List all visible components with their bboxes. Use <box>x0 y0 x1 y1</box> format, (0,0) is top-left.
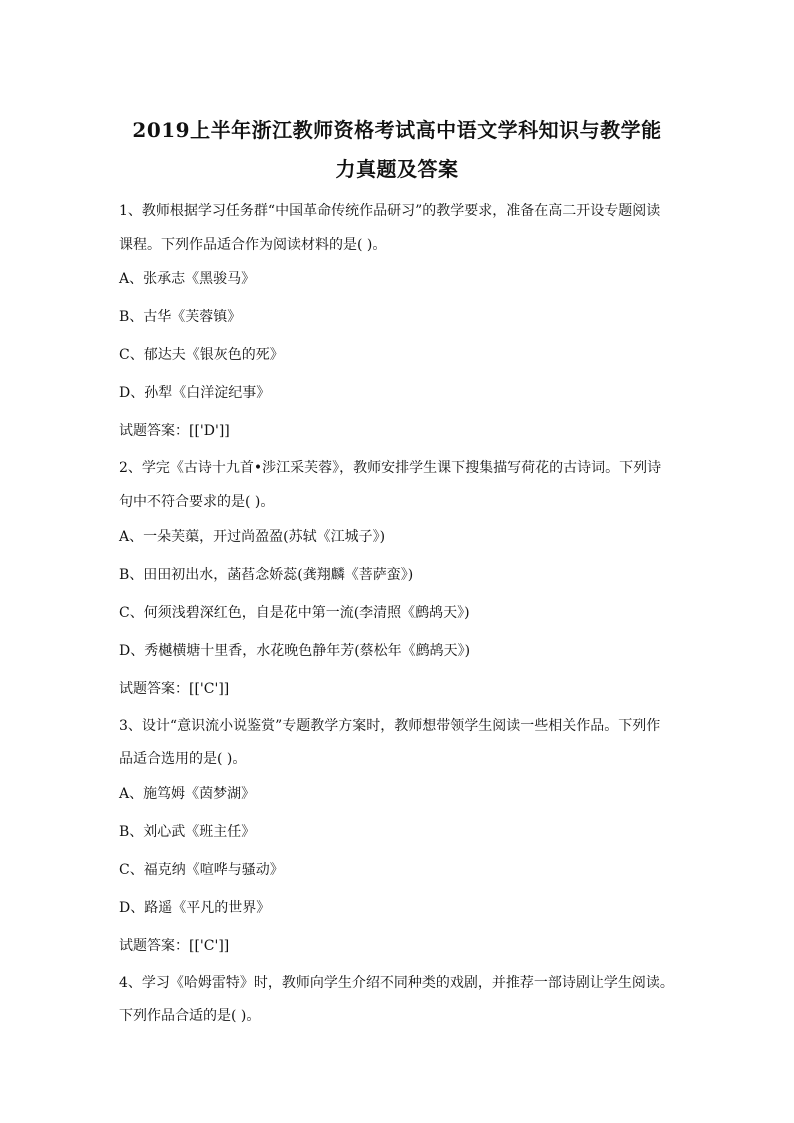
question-2-option-c: C、何须浅碧深红色，自是花中第一流(李清照《鹧鸪天》) <box>119 605 470 621</box>
question-4-stem-line-1: 4、学习《哈姆雷特》时，教师向学生介绍不同种类的戏剧，并推荐一部诗剧让学生阅读。 <box>119 975 674 991</box>
document-title-line-2: 力真题及答案 <box>335 157 459 181</box>
question-3-option-d: D、路遥《平凡的世界》 <box>119 900 271 916</box>
question-2-stem-line-2: 句中不符合要求的是( )。 <box>119 494 275 510</box>
question-1-option-a: A、张承志《黑骏马》 <box>119 271 256 287</box>
question-4-stem-line-2: 下列作品合适的是( )。 <box>119 1008 261 1024</box>
question-2-stem-line-1: 2、学完《古诗十九首•涉江采芙蓉》，教师安排学生课下搜集描写荷花的古诗词。下列诗 <box>119 460 662 476</box>
question-1-option-d: D、孙犁《白洋淀纪事》 <box>119 385 271 401</box>
question-1-option-c: C、郁达夫《银灰色的死》 <box>119 347 284 363</box>
question-3-option-c: C、福克纳《喧哗与骚动》 <box>119 862 284 878</box>
question-2-option-b: B、田田初出水，菡萏念娇蕊(龚翔麟《菩萨蛮》) <box>119 567 414 583</box>
question-2-answer: 试题答案：[['C']] <box>119 681 230 697</box>
document-title-line-1: 2019上半年浙江教师资格考试高中语文学科知识与教学能 <box>132 118 662 142</box>
question-1-answer: 试题答案：[['D']] <box>119 423 230 439</box>
question-2-option-a: A、一朵芙蕖，开过尚盈盈(苏轼《江城子》) <box>119 529 386 545</box>
question-3-stem-line-1: 3、设计“意识流小说鉴赏”专题教学方案时，教师想带领学生阅读一些相关作品。下列作 <box>119 718 661 734</box>
question-1-stem-line-2: 课程。下列作品适合作为阅读材料的是( )。 <box>119 237 387 253</box>
question-3-option-b: B、刘心武《班主任》 <box>119 824 256 840</box>
question-3-option-a: A、施笃姆《茵梦湖》 <box>119 786 256 802</box>
question-2-option-d: D、秀樾横塘十里香，水花晚色静年芳(蔡松年《鹧鸪天》) <box>119 643 471 659</box>
question-1-option-b: B、古华《芙蓉镇》 <box>119 309 242 325</box>
question-1-stem-line-1: 1、教师根据学习任务群“中国革命传统作品研习”的教学要求，准备在高二开设专题阅读 <box>119 203 661 219</box>
question-3-stem-line-2: 品适合选用的是( )。 <box>119 751 247 767</box>
question-3-answer: 试题答案：[['C']] <box>119 938 230 954</box>
